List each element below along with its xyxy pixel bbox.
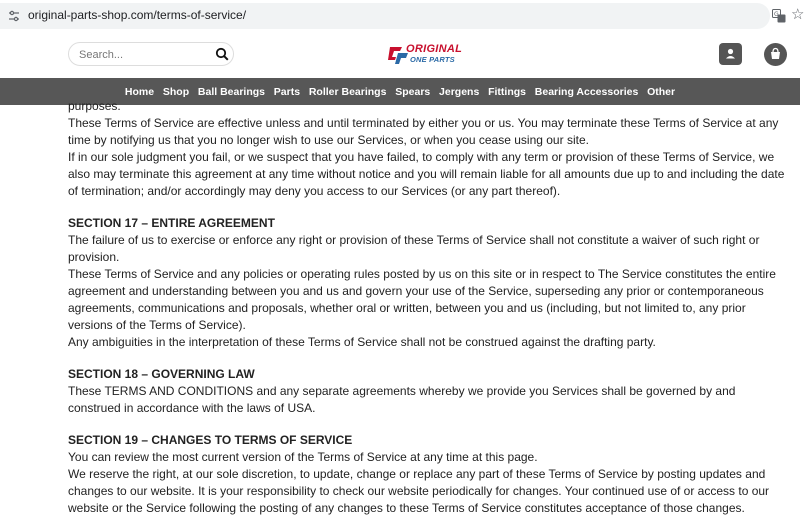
nav-parts[interactable]: Parts [273,85,301,98]
nav-spears[interactable]: Spears [395,85,431,98]
section-18-paragraph-1: These TERMS AND CONDITIONS and any separate agreements whereby we provide you Services shall be governed by and construed in accordance with the laws of USA. [68,384,736,415]
user-icon [719,43,742,65]
clipped-text-line: purposes. [68,99,121,113]
section-19-paragraph-2: We reserve the right, at our sole discretion, to update, change or replace any part of these Terms of Service by posting updates and changes to our website. It is your responsibility to check our website periodically for changes. Your continued use of or access to our website or the Service following the posting of any changes to these Terms of Service constitutes acceptance of those changes. [68,467,770,515]
terms-content [68,99,788,517]
svg-text:G: G [774,11,779,18]
search-box [68,42,234,66]
section-17-paragraph-3: Any ambiguities in the interpretation of these Terms of Service shall not be construed against the drafting party. [68,335,656,349]
site-logo[interactable] [388,42,470,70]
account-button[interactable] [719,43,742,65]
translate-icon[interactable] [772,9,786,23]
nav-bearing-accessories[interactable]: Bearing Accessories [534,85,639,98]
nav-roller-bearings[interactable]: Roller Bearings [308,85,387,98]
section-19-paragraph-1: You can review the most current version of the Terms of Service at any time at this page. [68,450,538,464]
nav-home[interactable]: Home [124,85,155,98]
logo-text-original: ORIGINAL [406,43,463,55]
nav-shop[interactable]: Shop [162,85,190,98]
browser-toolbar [0,0,804,32]
logo-text-one-parts: ONE PARTS [410,55,455,64]
url-text[interactable]: original-parts-shop.com/terms-of-service/ [28,8,247,22]
nav-ball-bearings[interactable]: Ball Bearings [197,85,265,98]
address-bar[interactable] [0,3,770,29]
section-18-heading: SECTION 18 – GOVERNING LAW [68,367,255,381]
search-icon[interactable] [215,47,229,61]
site-settings-icon[interactable] [8,10,20,22]
termination-paragraph-2: If in our sole judgment you fail, or we suspect that you have failed, to comply with any term or provision of these Terms of Service, we also may terminate this agreement at any time without notice and you will remain liable for all amounts due up to and including the date of termination; and/or accordingly may deny you access to our Services (or any part thereof). [68,150,785,198]
bookmark-star-icon[interactable]: ☆ [791,6,804,23]
nav-fittings[interactable]: Fittings [488,85,527,98]
section-17-paragraph-2: These Terms of Service and any policies or operating rules posted by us on this site or in respect to The Service constitutes the entire agreement and understanding between you and us and govern your use of the Service, superseding any prior or contemporaneous agreements, communications and proposals, whether oral or written, between you and us (including, but not limited to, any prior versions of the Terms of Service). [68,267,776,332]
shopping-bag-icon [764,43,787,66]
nav-other[interactable]: Other [647,85,676,98]
termination-paragraph-1: These Terms of Service are effective unless and until terminated by either you or us. You may terminate these Terms of Service at any time by notifying us that you no longer wish to use our Services, or when you cease using our site. [68,116,779,147]
section-17-paragraph-1: The failure of us to exercise or enforce any right or provision of these Terms of Service shall not constitute a waiver of such right or provision. [68,233,760,264]
section-17-heading: SECTION 17 – ENTIRE AGREEMENT [68,216,275,230]
site-header [0,32,800,78]
section-19-heading: SECTION 19 – CHANGES TO TERMS OF SERVICE [68,433,353,447]
nav-jergens[interactable]: Jergens [439,85,480,98]
cart-button[interactable] [764,43,787,66]
search-input[interactable] [77,46,211,64]
